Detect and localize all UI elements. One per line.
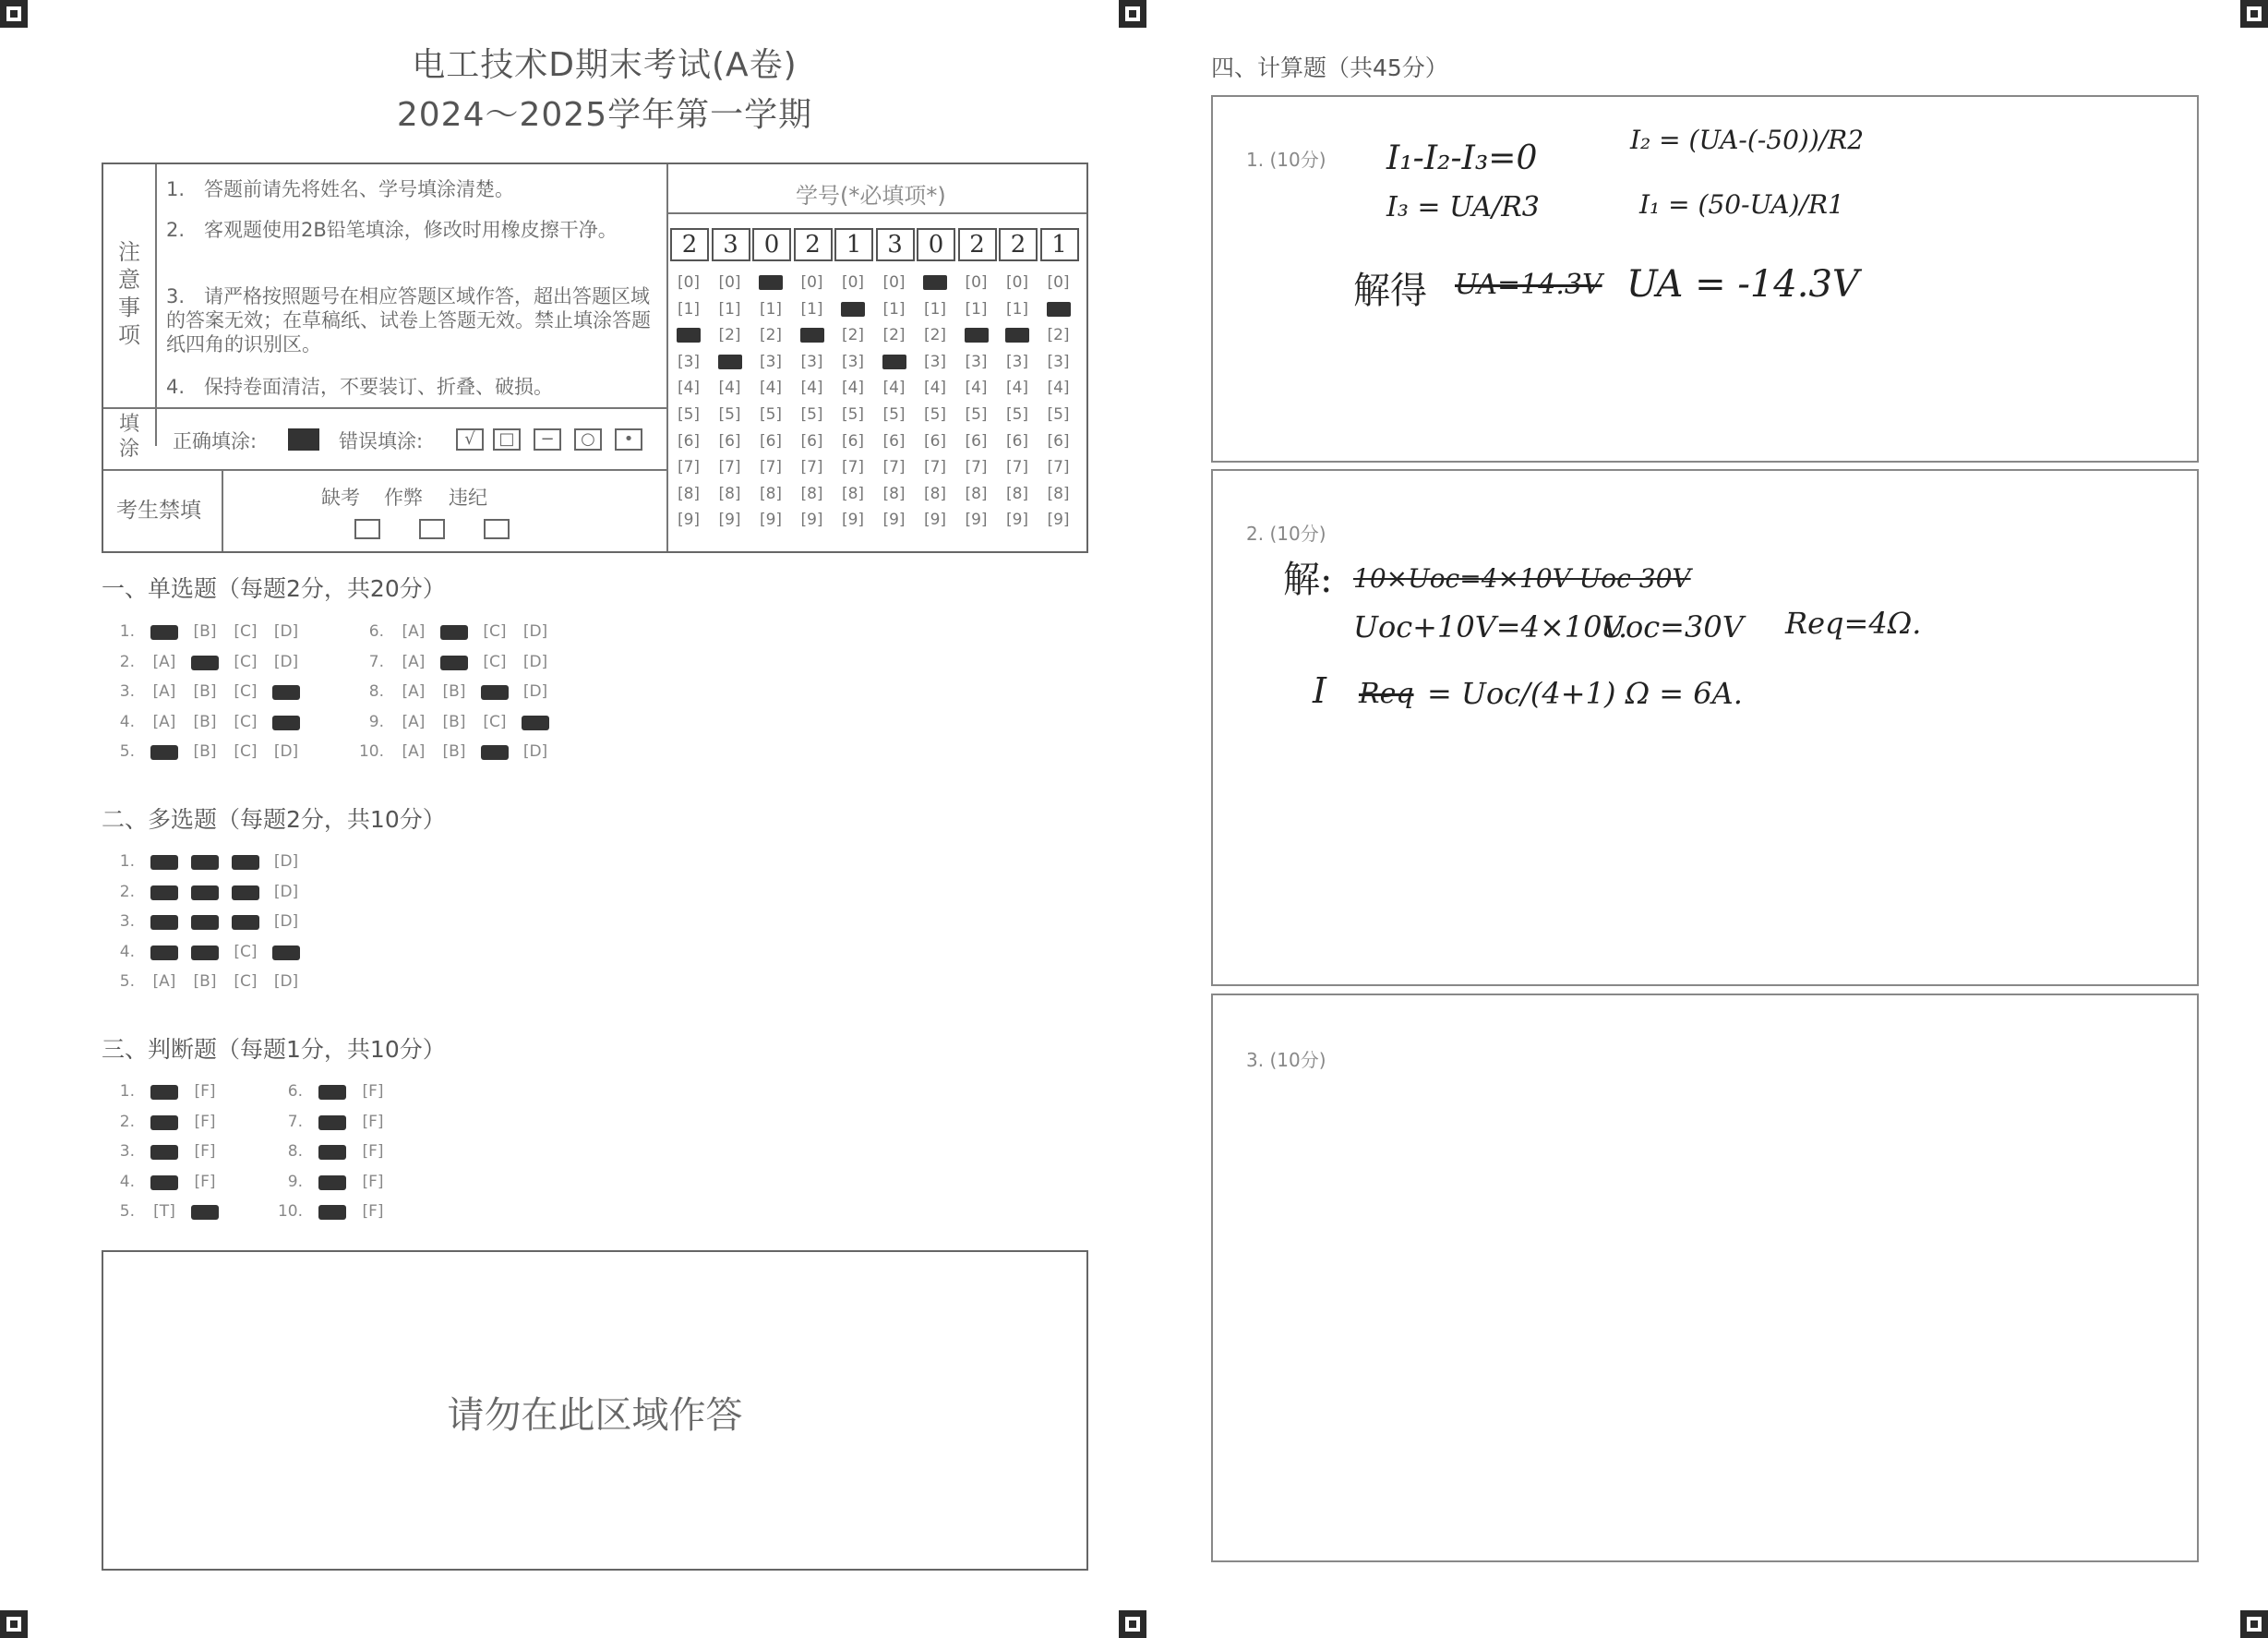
answer-option-d[interactable]: [D] xyxy=(273,912,299,931)
question-number: 7. xyxy=(368,652,384,671)
student-id-bubble[interactable]: [4] xyxy=(841,379,865,398)
question-number: 1. xyxy=(119,622,135,641)
student-id-bubble[interactable] xyxy=(1040,300,1077,319)
section4-title: 四、计算题（共45分） xyxy=(1211,54,1448,81)
student-id-bubble[interactable]: [9] xyxy=(800,511,823,530)
student-id-digit-box: 1 xyxy=(834,228,873,261)
question-row xyxy=(100,742,306,763)
question-number: 2. xyxy=(119,882,135,901)
student-id-bubble[interactable]: [7] xyxy=(800,458,823,477)
student-id-bubble[interactable]: [8] xyxy=(1047,484,1070,503)
answer-option-a[interactable]: [A] xyxy=(402,682,426,701)
question-row xyxy=(100,1142,225,1162)
answer-option-a[interactable] xyxy=(144,622,185,641)
student-id-bubble[interactable]: [8] xyxy=(965,484,988,503)
student-id-bubble[interactable]: [6] xyxy=(1047,431,1070,451)
wrong-mark-dash: − xyxy=(534,428,561,451)
student-id-bubble[interactable]: [0] xyxy=(677,273,701,292)
student-id-bubble[interactable]: [4] xyxy=(882,379,906,398)
q2-struck-line: 10×Uoc=4×10V Uoc 30V xyxy=(1353,563,1691,594)
student-id-digit-box: 0 xyxy=(917,228,955,261)
student-id-bubble[interactable]: [1] xyxy=(882,299,906,319)
answer-option-b[interactable] xyxy=(185,852,225,871)
student-id-bubble[interactable]: [0] xyxy=(1047,273,1070,292)
forbid-cheat-label: 作弊 xyxy=(384,487,423,509)
student-id-bubble[interactable] xyxy=(958,326,995,344)
student-id-bubble[interactable]: [6] xyxy=(841,431,865,451)
student-id-bubble[interactable] xyxy=(999,326,1036,344)
answer-option-c[interactable]: [C] xyxy=(234,622,258,641)
question-number: 10. xyxy=(358,742,384,761)
student-id-bubble[interactable]: [9] xyxy=(718,511,741,530)
student-id-bubble[interactable]: [4] xyxy=(1047,379,1070,398)
question-row xyxy=(349,682,556,703)
answer-option-b[interactable]: [B] xyxy=(193,622,217,641)
answer-option-a[interactable]: [A] xyxy=(152,682,176,701)
answer-option-d[interactable]: [D] xyxy=(522,742,548,761)
student-id-bubble[interactable] xyxy=(794,326,831,344)
student-id-bubble[interactable]: [8] xyxy=(718,484,741,503)
notice-item-3: 3. 请严格按照题号在相应答题区域作答，超出答题区域的答案无效；在草稿纸、试卷上答题无效。禁止填涂答题纸四角的识别区。 xyxy=(166,285,651,355)
question-row xyxy=(100,852,306,873)
student-id-bubble[interactable]: [5] xyxy=(1047,405,1070,424)
student-id-digit-box: 1 xyxy=(1040,228,1079,261)
fill-wrong-label: 错误填涂: xyxy=(339,430,424,452)
question-row xyxy=(100,1173,225,1193)
q2-current-result: = Uoc/(4+1) Ω = 6A. xyxy=(1427,676,1743,711)
student-id-bubble[interactable]: [3] xyxy=(965,352,988,371)
student-id-digit-box: 2 xyxy=(958,228,997,261)
answer-box-q1[interactable] xyxy=(1211,95,2199,463)
q1-i3: I₃ = UA/R3 xyxy=(1386,191,1540,223)
student-id-bubble[interactable]: [3] xyxy=(1047,352,1070,371)
student-id-bubble[interactable]: [5] xyxy=(882,405,906,424)
answer-option-a[interactable] xyxy=(144,912,185,931)
answer-option-d[interactable]: [D] xyxy=(522,622,548,641)
forbid-absent-checkbox xyxy=(354,519,380,539)
student-id-bubble[interactable]: [1] xyxy=(677,299,701,319)
notice-item-2: 2. 客观题使用2B铅笔填涂，修改时用橡皮擦干净。 xyxy=(166,219,618,241)
student-id-bubble[interactable]: [5] xyxy=(923,405,947,424)
question-number: 1. xyxy=(119,1082,135,1101)
question-row xyxy=(268,1113,393,1133)
forbid-violation-checkbox xyxy=(484,519,510,539)
student-id-bubble[interactable]: [6] xyxy=(882,431,906,451)
student-id-bubble[interactable]: [0] xyxy=(965,273,988,292)
answer-box-q3[interactable] xyxy=(1211,994,2199,1562)
student-id-bubble[interactable]: [9] xyxy=(1047,511,1070,530)
no-answer-zone-text: 请勿在此区域作答 xyxy=(447,1394,743,1437)
student-id-bubble[interactable]: [2] xyxy=(1047,326,1070,345)
answer-option-c[interactable] xyxy=(474,682,515,701)
question-number: 9. xyxy=(368,712,384,731)
question-row xyxy=(268,1082,393,1102)
question-row xyxy=(268,1202,393,1222)
answer-option-a[interactable]: [A] xyxy=(152,972,176,991)
student-id-bubble[interactable]: [8] xyxy=(923,484,947,503)
answer-option-a[interactable] xyxy=(144,943,185,961)
question-row xyxy=(100,653,306,673)
answer-option-a[interactable] xyxy=(144,852,185,871)
answer-option-b[interactable] xyxy=(185,653,225,671)
answer-option-b[interactable]: [B] xyxy=(442,712,466,731)
exam-title: 电工技术D期末考试(A卷) xyxy=(412,46,798,84)
q1-label: 1. (10分) xyxy=(1246,149,1326,171)
question-number: 6. xyxy=(368,622,384,641)
student-id-bubble[interactable]: [3] xyxy=(1005,352,1029,371)
answer-option-c[interactable]: [C] xyxy=(234,972,258,991)
student-id-bubble[interactable]: [2] xyxy=(882,326,906,345)
wrong-mark-box: □ xyxy=(493,428,521,451)
student-id-bubble[interactable]: [3] xyxy=(923,352,947,371)
q2-solve-label: 解: xyxy=(1283,559,1333,601)
student-id-bubble[interactable]: [8] xyxy=(841,484,865,503)
answer-option-d[interactable]: [D] xyxy=(273,742,299,761)
corner-marker-top-center xyxy=(1119,0,1146,28)
corner-marker-bottom-center xyxy=(1119,1610,1146,1638)
student-id-bubble[interactable]: [9] xyxy=(841,511,865,530)
student-id-bubble[interactable]: [7] xyxy=(882,458,906,477)
student-id-bubble[interactable]: [7] xyxy=(923,458,947,477)
wrong-mark-dot: • xyxy=(615,428,642,451)
question-row xyxy=(100,1202,225,1222)
q2-kvl: Uoc+10V=4×10V. xyxy=(1353,609,1628,644)
q1-kcl: I₁-I₂-I₃=0 xyxy=(1386,139,1538,177)
student-id-bubble[interactable]: [5] xyxy=(1005,405,1029,424)
corner-marker-top-right xyxy=(2240,0,2268,28)
student-id-bubble[interactable] xyxy=(670,326,707,344)
notice-item-1: 1. 答题前请先将姓名、学号填涂清楚。 xyxy=(166,178,515,200)
question-row xyxy=(100,883,306,903)
answer-option-t[interactable] xyxy=(312,1142,353,1161)
student-id-bubble[interactable]: [0] xyxy=(1005,273,1029,292)
student-id-bubble[interactable]: [5] xyxy=(841,405,865,424)
q1-result: UA = -14.3V xyxy=(1626,263,1859,306)
student-id-bubble[interactable]: [3] xyxy=(800,352,823,371)
student-id-bubble[interactable]: [8] xyxy=(677,484,701,503)
question-row xyxy=(100,682,306,703)
student-id-bubble[interactable]: [8] xyxy=(800,484,823,503)
student-id-bubble[interactable]: [5] xyxy=(759,405,783,424)
student-id-bubble[interactable]: [5] xyxy=(677,405,701,424)
answer-option-a[interactable]: [A] xyxy=(402,652,426,671)
answer-option-a[interactable]: [A] xyxy=(402,742,426,761)
answer-option-t[interactable] xyxy=(144,1082,185,1101)
answer-option-f[interactable]: [F] xyxy=(362,1082,384,1101)
question-row xyxy=(100,1113,225,1133)
student-id-bubble[interactable]: [1] xyxy=(800,299,823,319)
student-id-bubble[interactable]: [9] xyxy=(677,511,701,530)
student-id-bubble[interactable] xyxy=(876,353,913,371)
question-number: 3. xyxy=(119,912,135,931)
forbid-cheat-checkbox xyxy=(419,519,445,539)
answer-option-b[interactable]: [B] xyxy=(193,972,217,991)
section2-title: 二、多选题（每题2分，共10分） xyxy=(102,806,446,833)
student-id-bubble[interactable]: [4] xyxy=(923,379,947,398)
q2-label: 2. (10分) xyxy=(1246,523,1326,545)
answer-option-a[interactable]: [A] xyxy=(402,622,426,641)
fill-label: 填涂 xyxy=(118,413,139,461)
answer-option-f[interactable]: [F] xyxy=(362,1172,384,1191)
question-number: 3. xyxy=(119,1142,135,1161)
student-id-bubble[interactable]: [6] xyxy=(677,431,701,451)
q1-struck-result: UA=14.3V xyxy=(1455,269,1602,301)
answer-option-f[interactable]: [F] xyxy=(362,1142,384,1161)
student-id-bubble[interactable]: [7] xyxy=(965,458,988,477)
answer-option-f[interactable]: [F] xyxy=(362,1202,384,1221)
q1-solve-label: 解得 xyxy=(1353,270,1427,312)
wrong-mark-circle: ○ xyxy=(574,428,602,451)
no-answer-zone xyxy=(102,1250,1088,1571)
forbid-violation-label: 违纪 xyxy=(449,487,487,509)
question-row xyxy=(349,742,556,763)
student-id-bubble[interactable]: [1] xyxy=(718,299,741,319)
student-id-bubble[interactable]: [9] xyxy=(759,511,783,530)
question-number: 8. xyxy=(368,682,384,701)
student-id-bubble[interactable]: [4] xyxy=(718,379,741,398)
answer-option-d[interactable]: [D] xyxy=(273,882,299,901)
student-id-bubble[interactable]: [3] xyxy=(677,352,701,371)
student-id-bubble[interactable]: [2] xyxy=(718,326,741,345)
student-id-bubble[interactable]: [6] xyxy=(800,431,823,451)
correct-fill-sample xyxy=(288,428,319,451)
answer-option-t[interactable] xyxy=(312,1173,353,1191)
answer-option-f[interactable]: [F] xyxy=(194,1142,216,1161)
corner-marker-bottom-left xyxy=(0,1610,28,1638)
answer-option-d[interactable]: [D] xyxy=(273,652,299,671)
question-number: 4. xyxy=(119,1172,135,1191)
q2-current-symbol: I xyxy=(1313,670,1327,711)
question-row xyxy=(268,1142,393,1162)
student-id-title: 学号(*必填项*) xyxy=(796,183,946,209)
question-number: 5. xyxy=(119,742,135,761)
answer-option-c[interactable]: [C] xyxy=(234,742,258,761)
forbid-absent-label: 缺考 xyxy=(321,487,360,509)
answer-option-t[interactable] xyxy=(144,1142,185,1161)
student-id-bubble[interactable]: [1] xyxy=(965,299,988,319)
answer-option-b[interactable]: [B] xyxy=(193,682,217,701)
answer-option-b[interactable]: [B] xyxy=(442,682,466,701)
student-id-bubble[interactable]: [0] xyxy=(841,273,865,292)
answer-option-c[interactable]: [C] xyxy=(483,712,507,731)
answer-option-t[interactable] xyxy=(144,1113,185,1131)
answer-option-c[interactable]: [C] xyxy=(483,622,507,641)
answer-option-a[interactable]: [A] xyxy=(152,712,176,731)
answer-option-f[interactable]: [F] xyxy=(194,1172,216,1191)
student-id-bubble[interactable]: [0] xyxy=(882,273,906,292)
question-number: 3. xyxy=(119,682,135,701)
answer-option-d[interactable] xyxy=(515,713,556,731)
answer-option-f[interactable]: [F] xyxy=(362,1112,384,1131)
student-id-bubble[interactable]: [6] xyxy=(718,431,741,451)
student-id-bubble[interactable]: [2] xyxy=(759,326,783,345)
question-number: 2. xyxy=(119,652,135,671)
student-id-bubble[interactable]: [8] xyxy=(759,484,783,503)
answer-option-c[interactable] xyxy=(474,742,515,761)
answer-option-c[interactable]: [C] xyxy=(234,682,258,701)
answer-option-b[interactable]: [B] xyxy=(442,742,466,761)
question-row xyxy=(100,943,306,963)
answer-option-a[interactable]: [A] xyxy=(152,652,176,671)
answer-option-c[interactable] xyxy=(225,912,266,931)
answer-option-a[interactable] xyxy=(144,742,185,761)
answer-option-b[interactable] xyxy=(185,943,225,961)
answer-option-c[interactable] xyxy=(225,883,266,901)
student-id-bubble[interactable]: [9] xyxy=(965,511,988,530)
q2-req: Req=4Ω. xyxy=(1785,606,1922,641)
answer-option-d[interactable]: [D] xyxy=(273,852,299,871)
question-row xyxy=(100,1082,225,1102)
answer-option-t[interactable] xyxy=(312,1202,353,1221)
answer-option-c[interactable] xyxy=(225,852,266,871)
student-id-digit-box: 2 xyxy=(999,228,1038,261)
student-id-bubble[interactable] xyxy=(917,273,954,292)
student-id-bubble[interactable]: [8] xyxy=(882,484,906,503)
question-row xyxy=(349,653,556,673)
answer-option-d[interactable] xyxy=(266,713,306,731)
forbid-label: 考生禁填 xyxy=(116,499,201,523)
answer-option-d[interactable]: [D] xyxy=(273,622,299,641)
student-id-bubble[interactable]: [4] xyxy=(677,379,701,398)
question-number: 10. xyxy=(277,1202,303,1221)
answer-option-b[interactable]: [B] xyxy=(193,712,217,731)
student-id-bubble[interactable]: [9] xyxy=(1005,511,1029,530)
answer-option-b[interactable]: [B] xyxy=(193,742,217,761)
student-id-bubble[interactable] xyxy=(712,353,749,371)
answer-option-c[interactable]: [C] xyxy=(234,942,258,961)
q3-label: 3. (10分) xyxy=(1246,1049,1326,1071)
answer-option-c[interactable]: [C] xyxy=(483,652,507,671)
student-id-bubble[interactable]: [5] xyxy=(800,405,823,424)
q1-i1: I₁ = (50-UA)/R1 xyxy=(1639,189,1844,220)
student-id-bubble[interactable]: [9] xyxy=(923,511,947,530)
answer-option-d[interactable]: [D] xyxy=(522,682,548,701)
answer-option-d[interactable] xyxy=(266,682,306,701)
answer-option-t[interactable]: [T] xyxy=(153,1202,175,1221)
student-id-bubble[interactable]: [6] xyxy=(923,431,947,451)
student-id-bubble[interactable]: [7] xyxy=(718,458,741,477)
answer-option-d[interactable]: [D] xyxy=(273,972,299,991)
student-id-bubble[interactable]: [4] xyxy=(800,379,823,398)
answer-option-a[interactable] xyxy=(144,883,185,901)
answer-option-b[interactable] xyxy=(185,883,225,901)
student-id-bubble[interactable]: [4] xyxy=(1005,379,1029,398)
wrong-mark-check: √ xyxy=(456,428,484,451)
question-number: 7. xyxy=(287,1112,303,1131)
q2-struck-req: Req xyxy=(1359,678,1414,710)
question-number: 4. xyxy=(119,712,135,731)
q1-i2: I₂ = (UA-(-50))/R2 xyxy=(1630,125,1865,155)
question-number: 2. xyxy=(119,1112,135,1131)
question-number: 8. xyxy=(287,1142,303,1161)
question-number: 9. xyxy=(287,1172,303,1191)
student-id-bubble[interactable]: [7] xyxy=(1005,458,1029,477)
answer-option-f[interactable] xyxy=(185,1202,225,1221)
section3-title: 三、判断题（每题1分，共10分） xyxy=(102,1036,446,1063)
student-id-bubble[interactable]: [6] xyxy=(759,431,783,451)
student-id-bubble[interactable]: [7] xyxy=(1047,458,1070,477)
student-id-digit-box: 2 xyxy=(670,228,709,261)
student-id-bubble[interactable]: [2] xyxy=(841,326,865,345)
question-number: 5. xyxy=(119,1202,135,1221)
student-id-bubble[interactable] xyxy=(834,300,871,319)
notice-label: 注意事项 xyxy=(118,239,140,348)
question-row xyxy=(349,713,556,733)
student-id-bubble[interactable]: [1] xyxy=(923,299,947,319)
student-id-bubble[interactable]: [3] xyxy=(759,352,783,371)
student-id-bubble[interactable]: [0] xyxy=(800,273,823,292)
question-number: 1. xyxy=(119,852,135,871)
answer-box-q2[interactable] xyxy=(1211,469,2199,986)
question-row xyxy=(100,972,306,993)
question-number: 5. xyxy=(119,972,135,991)
answer-option-f[interactable]: [F] xyxy=(194,1082,216,1101)
answer-option-t[interactable] xyxy=(312,1082,353,1101)
section1-title: 一、单选题（每题2分，共20分） xyxy=(102,575,446,602)
answer-option-d[interactable]: [D] xyxy=(522,652,548,671)
student-id-digit-box: 3 xyxy=(876,228,915,261)
student-id-bubble[interactable]: [1] xyxy=(759,299,783,319)
answer-option-b[interactable] xyxy=(434,622,474,641)
student-id-bubble[interactable]: [1] xyxy=(1005,299,1029,319)
student-id-bubble[interactable]: [7] xyxy=(677,458,701,477)
q2-uoc: Uoc=30V xyxy=(1601,609,1744,644)
question-row xyxy=(100,912,306,933)
student-id-bubble[interactable]: [3] xyxy=(841,352,865,371)
student-id-digit-box: 0 xyxy=(752,228,791,261)
question-number: 4. xyxy=(119,942,135,961)
answer-option-c[interactable]: [C] xyxy=(234,712,258,731)
student-id-bubble[interactable]: [4] xyxy=(965,379,988,398)
fill-correct-label: 正确填涂: xyxy=(173,430,258,452)
notice-item-4: 4. 保持卷面清洁，不要装订、折叠、破损。 xyxy=(166,376,554,398)
answer-option-c[interactable]: [C] xyxy=(234,652,258,671)
student-id-bubble[interactable]: [2] xyxy=(923,326,947,345)
student-id-bubble[interactable]: [0] xyxy=(718,273,741,292)
student-id-bubble[interactable]: [7] xyxy=(841,458,865,477)
student-id-bubble[interactable]: [9] xyxy=(882,511,906,530)
student-id-bubble[interactable]: [7] xyxy=(759,458,783,477)
student-id-bubble[interactable] xyxy=(752,273,789,292)
question-row xyxy=(349,622,556,643)
corner-marker-bottom-right xyxy=(2240,1610,2268,1638)
answer-option-f[interactable]: [F] xyxy=(194,1112,216,1131)
question-row xyxy=(268,1173,393,1193)
answer-option-t[interactable] xyxy=(312,1113,353,1131)
exam-term: 2024～2025学年第一学期 xyxy=(396,96,813,134)
answer-option-a[interactable]: [A] xyxy=(402,712,426,731)
student-id-bubble[interactable]: [4] xyxy=(759,379,783,398)
corner-marker-top-left xyxy=(0,0,28,28)
student-id-bubble[interactable]: [5] xyxy=(718,405,741,424)
answer-option-b[interactable] xyxy=(434,653,474,671)
student-id-bubble[interactable]: [5] xyxy=(965,405,988,424)
student-id-bubble[interactable]: [6] xyxy=(965,431,988,451)
student-id-digit-box: 2 xyxy=(794,228,833,261)
answer-option-d[interactable] xyxy=(266,943,306,961)
question-number: 6. xyxy=(287,1082,303,1101)
question-row xyxy=(100,713,306,733)
answer-option-t[interactable] xyxy=(144,1173,185,1191)
student-id-digit-box: 3 xyxy=(712,228,750,261)
question-row xyxy=(100,622,306,643)
student-id-bubble[interactable]: [6] xyxy=(1005,431,1029,451)
answer-option-b[interactable] xyxy=(185,912,225,931)
student-id-bubble[interactable]: [8] xyxy=(1005,484,1029,503)
